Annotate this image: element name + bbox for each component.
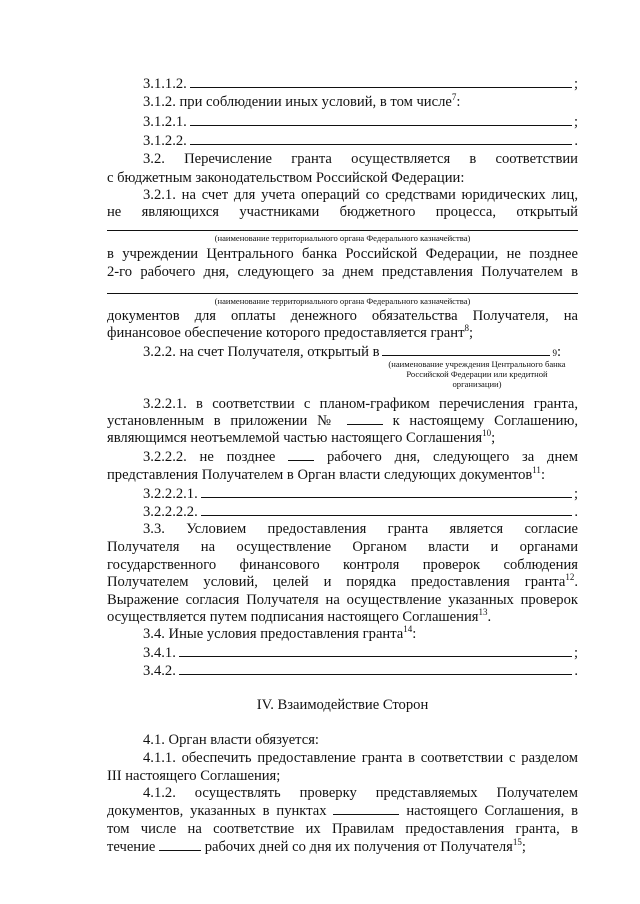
blank-line[interactable] [179, 661, 573, 675]
clause-3-2-2-2-line1: 3.2.2.2. не позднее рабочего дня, следующего за днем [143, 449, 578, 465]
fill-line-treasury[interactable] [107, 230, 578, 231]
clause-4-1-1-line2: III настоящего Соглашения; [107, 768, 281, 784]
blank-line-bank[interactable] [382, 342, 550, 356]
blank-line[interactable] [201, 484, 572, 498]
fill-line-treasury-2[interactable] [107, 293, 578, 294]
clause-4-1-2-line1: 4.1.2. осуществлять проверку представляемых Получателем [143, 785, 578, 801]
clause-3-1-2: 3.1.2. при соблюдении иных условий, в том числе$^7$: [143, 92, 461, 110]
clause-3-3-line6: осуществляется путем подписания настоящего Соглашения$^{13}$. [107, 607, 492, 625]
clause-3-2-2: 3.2.2. на счет Получателя, открытый в 9 : [143, 344, 562, 360]
clause-4-1-2-line2: документов, указанных в пунктах настоящего Соглашения, в [107, 803, 579, 819]
clause-4-1-2-line4: течение рабочих дней со дня их получения от Получателя$^{15}$; [107, 837, 526, 855]
footnote-ref[interactable]: 11 [532, 465, 541, 476]
clause-3-2-1-line6: финансовое обеспечение которого предоставляется грант$^8$; [107, 323, 474, 341]
clause-3-3-line1: 3.3. Условием предоставления гранта является согласие [143, 521, 578, 537]
clause-3-2-1-line4: 2-го рабочего дня, следующего за днем представления Получателем в [107, 264, 578, 280]
clause-3-2-line1: 3.2. Перечисление гранта осуществляется в соответствии [143, 151, 578, 167]
clause-4-1: 4.1. Орган власти обязуется: [143, 732, 319, 748]
footnote-ref[interactable]: 7 [451, 92, 457, 103]
clause-3-2-2-1-line3: являющимся неотъемлемой частью настоящего Соглашения$^{10}$; [107, 428, 496, 446]
clause-3-1-1-2: 3.1.1.2. ; [143, 76, 578, 92]
clause-3-4-2: 3.4.2. . [143, 663, 578, 679]
blank-line[interactable] [179, 643, 572, 657]
blank-line[interactable] [190, 131, 573, 145]
blank-days[interactable] [288, 448, 314, 461]
caption-treasury-2: (наименование территориального органа Федерального казначейства) [214, 296, 471, 306]
clause-3-2-2-1-line1: 3.2.2.1. в соответствии с планом-графиком перечисления гранта, [143, 396, 578, 412]
clause-4-1-1-line1: 4.1.1. обеспечить предоставление гранта в соответствии с разделом [143, 750, 578, 766]
clause-3-3-line3: государственного финансового контроля проверок соблюдения [107, 557, 578, 573]
clause-3-2-2-2-line2: представления Получателем в Орган власти следующих документов$^{11}$: [107, 465, 545, 483]
clause-3-2-1-line5: документов для оплаты денежного обязательства Получателя, на [107, 308, 578, 324]
blank-line[interactable] [190, 112, 572, 126]
clause-3-2-2-2-1: 3.2.2.2.1. ; [143, 486, 578, 502]
clause-3-3-line5: Выражение согласия Получателя на осуществление указанных проверок [107, 592, 578, 608]
footnote-ref[interactable]: 8 [464, 323, 469, 334]
caption-treasury-1: (наименование территориального органа Федерального казначейства) [214, 233, 471, 243]
clause-3-2-2-1-line2: установленным в приложении № к настоящему Соглашению, [107, 413, 578, 429]
clause-3-2-2-2-2: 3.2.2.2.2. . [143, 504, 578, 520]
footnote-ref[interactable]: 14 [403, 624, 413, 635]
clause-3-4: 3.4. Иные условия предоставления гранта$^{14}$: [143, 624, 417, 642]
clause-3-2-line2: с бюджетным законодательством Российской Федерации: [107, 170, 465, 186]
footnote-ref[interactable]: 12 [565, 572, 575, 583]
clause-3-3-line2: Получателя на осуществление Органом власти и органами [107, 539, 578, 555]
footnote-ref[interactable]: 15 [512, 837, 522, 848]
clause-3-1-2-2: 3.1.2.2. . [143, 133, 578, 149]
blank-line[interactable] [201, 502, 573, 516]
clause-3-4-1: 3.4.1. ; [143, 645, 578, 661]
footnote-ref[interactable]: 10 [482, 428, 492, 439]
clause-4-1-2-line3: том числе на соответствие их Правилам предоставления гранта, в [107, 821, 578, 837]
blank-working-days[interactable] [159, 838, 201, 851]
blank-clauses[interactable] [333, 802, 399, 815]
clause-3-2-1-line2: не являющихся участниками бюджетного процесса, открытый [107, 204, 578, 220]
clause-3-2-1-line3: в учреждении Центрального банка Российской Федерации, не позднее [107, 246, 578, 262]
blank-line[interactable] [190, 74, 572, 88]
clause-3-2-1-line1: 3.2.1. на счет для учета операций со средствами юридических лиц, [143, 187, 578, 203]
caption-bank: (наименование учреждения Центрального банка Российской Федерации или кредитной организации) [388, 359, 566, 389]
clause-3-1-2-1: 3.1.2.1. ; [143, 114, 578, 130]
clause-3-3-line4: Получателем условий, целей и порядка предоставления гранта$^{12}$. [107, 572, 578, 590]
section-heading-iv: IV. Взаимодействие Сторон [256, 697, 429, 713]
footnote-ref[interactable]: 13 [478, 607, 488, 618]
blank-appendix-number[interactable] [347, 412, 383, 425]
